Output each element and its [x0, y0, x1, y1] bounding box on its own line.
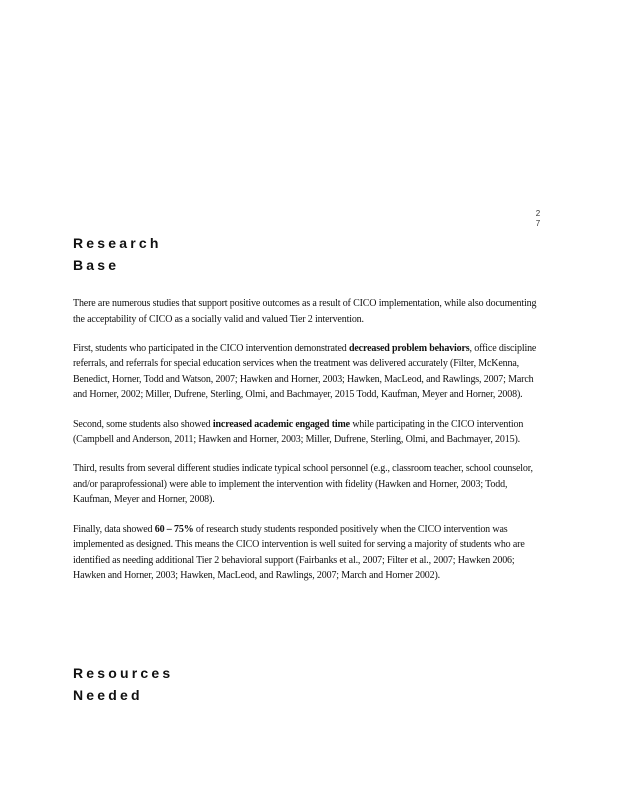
- page-number: [534, 209, 542, 229]
- paragraph-final-finding-rest: of research study students responded positively when the CICO intervention was implemented as designed. This means the CICO intervention is well suited for serving a majority of students who are identified as needing additional Tier 2 behavioral support (Fairbanks et al., 2007; Filter et al., 2007; Hawken 2006; Hawken and Horner, 2003; Hawken, MacLeod, and Rawlings, 2007; March and Horner 2002).: [73, 523, 525, 582]
- paragraph-second-finding: [73, 417, 543, 448]
- research-base-heading-line-2: Base: [73, 257, 120, 273]
- research-base-body: [73, 296, 543, 597]
- paragraph-first-finding-rest: , office discipline referrals, and referrals for special education services when the treatment was delivered accurately (Filter, McKenna, Benedict, Horner, Todd and Watson, 2007; Hawken and Horner, 2003; Hawken, MacLeod, and Rawlings, 2007; March and Horner, 2002; Miller, Dufrene, Sterling, Olmi, and Bachmayer, 2015 Todd, Kaufman, Meyer and Horner, 2008).: [73, 342, 537, 401]
- resources-needed-heading-line-2: Needed: [73, 687, 143, 703]
- paragraph-third-finding: Third, results from several different studies indicate typical school personnel (e.g., classroom teacher, school counselor, and/or paraprofessional) were able to implement the intervention with fidelity (Hawken and Horner, 2003; Todd, Kaufman, Meyer and Horner, 2008).: [73, 463, 533, 506]
- page-number-digit-2: 7: [535, 219, 541, 228]
- paragraph-final-finding-lead: Finally, data showed: [73, 523, 155, 535]
- resources-needed-heading: [73, 662, 173, 706]
- paragraph-first-finding-lead: First, students who participated in the CICO intervention demonstrated: [73, 342, 349, 354]
- paragraph-second-finding-rest: while participating in the CICO intervention (Campbell and Anderson, 2011; Hawken and Horner, 2003; Miller, Dufrene, Sterling, Olmi, and Bachmayer, 2015).: [73, 418, 524, 446]
- emphasis-response-rate: 60 – 75%: [154, 523, 194, 535]
- paragraph-final-finding: [73, 522, 543, 584]
- paragraph-second-finding-lead: Second, some students also showed: [73, 418, 213, 430]
- emphasis-decreased-problem-behaviors: decreased problem behaviors: [348, 342, 470, 354]
- resources-needed-heading-line-1: Resources: [73, 665, 174, 681]
- paragraph-intro: There are numerous studies that support positive outcomes as a result of CICO implementation, while also documenting the acceptability of CICO as a socially valid and valued Tier 2 intervention.: [73, 298, 537, 325]
- research-base-heading: [73, 232, 162, 276]
- research-base-heading-line-1: Research: [73, 235, 162, 251]
- paragraph-first-finding: [73, 341, 543, 403]
- page-number-digit-1: 2: [535, 209, 541, 218]
- emphasis-increased-academic-engaged-time: increased academic engaged time: [212, 418, 350, 430]
